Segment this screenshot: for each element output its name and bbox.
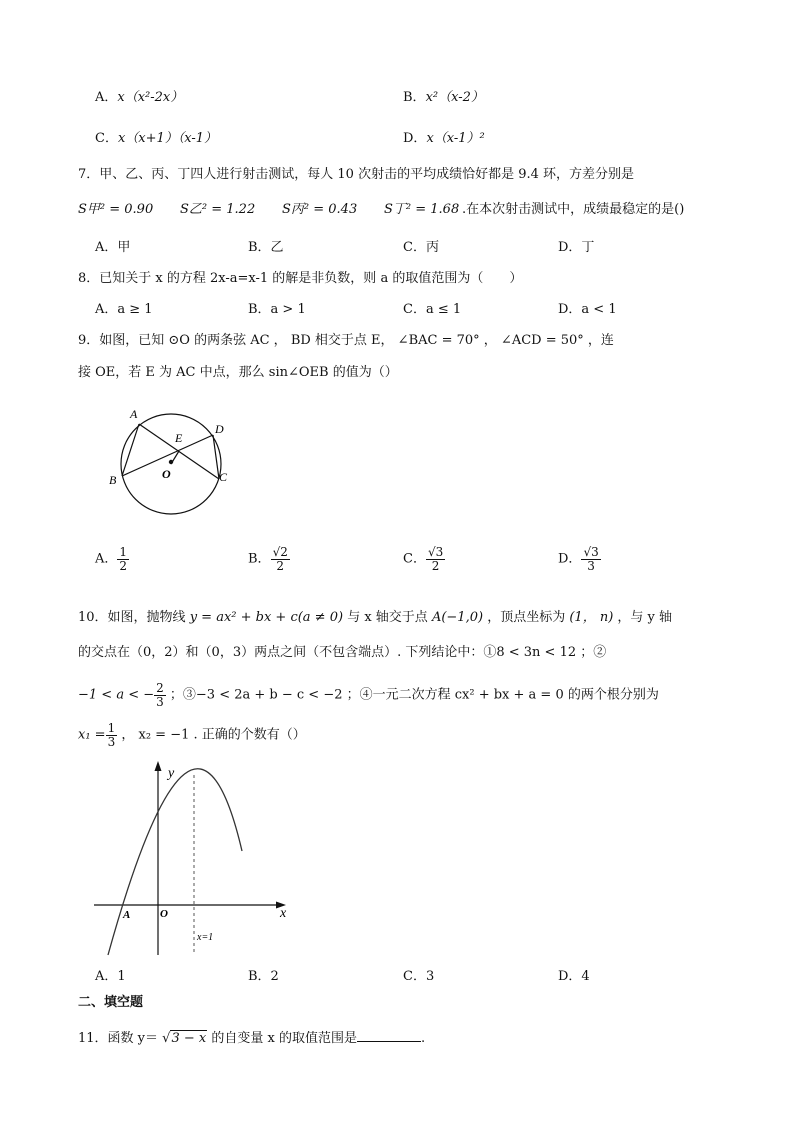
q7-stem: 7．甲、乙、丙、丁四人进行射击测试，每人 10 次射击的平均成绩恰好都是 9.4 环，方差分别是 [78,167,635,182]
parabola [108,769,242,955]
q7-variance-3: S丙² = 0.43 [282,202,358,217]
q7-variance-2: S乙² = 1.22 [180,202,256,217]
q10-line-3: −1 < a < − $\frac{2}{3}$ ；③−3 < 2a + b − c < −2 ；④一元二次方程 cx² + bx + a = 0 的两个根分别为 [78,681,659,709]
q7-variance-4: S丁² = 1.68 [384,202,460,217]
section-2-title: 二、填空题 [78,995,144,1010]
q9-option-c: C． $\frac{√3}{2}$ [403,545,444,573]
q9-option-d: D． $\frac{√3}{3}$ [558,545,599,573]
q10-line-4: x₁ = $\frac{1}{3}$ ， x₂ = −1 . 正确的个数有（） [78,721,306,749]
q8-stem: 8．已知关于 x 的方程 2x-a=x-1 的解是非负数，则 a 的取值范围为（ ） [78,271,523,286]
q7-variance-1: S甲² = 0.90 [78,202,154,217]
q7-option-b: B．乙 [248,240,284,255]
q11-line: 11．函数 y＝ √3 − x 的自变量 x 的取值范围是 . [78,1031,426,1046]
label-d: D [215,422,224,436]
label-e: E [175,431,183,445]
q10-option-c: C．3 [403,969,435,984]
q7-option-a: A．甲 [95,240,131,255]
q10-parabola-figure [90,755,300,960]
center-point [169,460,173,464]
label-y: y [168,766,175,781]
q8-option-a: A．a ≥ 1 [95,302,153,317]
q7-option-c: C．丙 [403,240,439,255]
q10-option-d: D．4 [558,969,590,984]
label-point-a: A [123,909,131,921]
q10-option-b: B．2 [248,969,279,984]
q7-option-d: D．丁 [558,240,595,255]
q10-line-2: 的交点在（0，2）和（0，3）两点之间（不包含端点）. 下列结论中：①8 < 3n < 12 ；② [78,645,607,660]
q6-option-d: D．x（x-1）² [403,131,485,146]
label-x: x [280,906,287,921]
segment-ab [122,424,139,476]
q10-line-1: 10．如图，抛物线 y = ax² + bx + c(a ≠ 0) 与 x 轴交于点 A(−1,0) ，顶点坐标为 (1， n) ，与 y 轴 [78,610,673,625]
q6-option-b: B．x²（x-2） [403,90,484,105]
label-c: C [219,470,228,484]
q9-option-b: B． $\frac{√2}{2}$ [248,545,288,573]
q9-option-a: A． $\frac{1}{2}$ [95,545,128,573]
q10-option-a: A．1 [95,969,126,984]
q8-option-d: D．a < 1 [558,302,617,317]
q9-line-2: 接 OE，若 E 为 AC 中点，那么 sin∠OEB 的值为（） [78,365,398,380]
q6-option-c: C．x（x+1）（x-1） [95,131,218,146]
q6-option-a: A．x（x²-2x） [95,90,184,105]
label-b: B [109,473,117,487]
q7-tail: .在本次射击测试中，成绩最稳定的是() [462,202,685,217]
q11-radicand: 3 − x [171,1031,207,1046]
q8-option-b: B．a > 1 [248,302,306,317]
y-axis-arrow [155,761,162,771]
q11-answer-blank[interactable] [357,1029,421,1042]
label-a: A [130,407,138,421]
label-o: O [162,467,171,481]
q9-circle-figure [100,400,240,515]
label-origin: O [160,908,168,920]
label-symmetry: x=1 [197,932,214,943]
q9-line-1: 9．如图，已知 ⊙O 的两条弦 AC ， BD 相交于点 E， ∠BAC = 70° ， ∠ACD = 50° ，连 [78,333,614,348]
q8-option-c: C．a ≤ 1 [403,302,462,317]
